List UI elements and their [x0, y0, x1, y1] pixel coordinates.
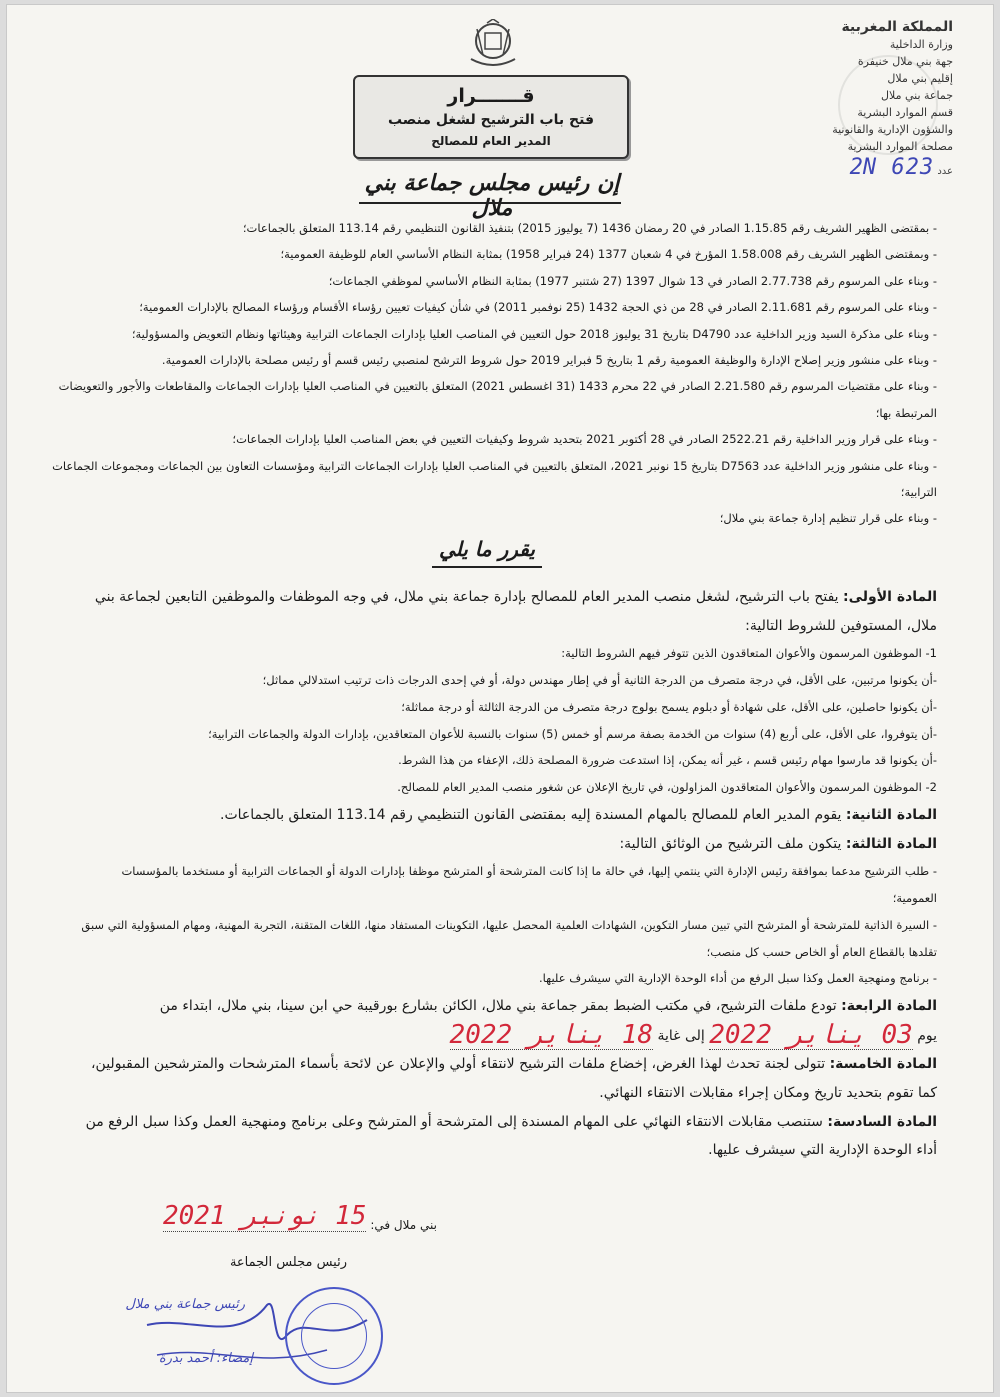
consideration-item: - وبناء على المرسوم رقم 2.11.681 الصادر في 28 من ذي الحجة 1432 (25 نوفمبر 2011) في شأن كيفيات تعيين رؤساء الأقسام ورؤساء المصالح بالإدارات العمومية؛ — [139, 300, 937, 315]
article-label: المادة الثانية: — [845, 806, 937, 823]
underline — [432, 566, 542, 568]
document-item: - السيرة الذاتية للمترشحة أو المترشح التي تبين مسار التكوين، الشهادات العلمية المحصل عليها، التكوينات المستفاد منها، اللغات المتقنة، التجربة المهنية، ومهام المسؤولية التي سبق تقلدها بالقطاع العام أو الخاص حسب كل منصب؛ — [81, 917, 937, 959]
issuer-line: إقليم بني ملال — [887, 72, 953, 85]
consideration-item: - وبناء على قرار وزير الداخلية رقم 2522.21 الصادر في 28 أكتوبر 2021 بتحديد شروط وكيفيات التعيين في بعض المناصب العليا بإدارات الجماعات؛ — [232, 432, 937, 447]
article-5 — [77, 1050, 937, 1107]
signing-place: بني ملال في: — [370, 1218, 437, 1232]
issuer-line: جماعة بني ملال — [881, 89, 953, 102]
consideration-item: - وبناء على منشور وزير إصلاح الإدارة والوظيفة العمومية رقم 1 بتاريخ 5 فبراير 2019 حول شروط الترشح لمنصبي رئيس قسم أو رئيس مصلحة بالإدارات العمومية. — [161, 353, 937, 368]
article-2 — [77, 801, 937, 830]
consideration-item: - وبناء على قرار تنظيم إدارة جماعة بني ملال؛ — [719, 511, 937, 526]
issuer-line: مصلحة الموارد البشرية — [847, 140, 953, 153]
article-text: يقوم المدير العام للمصالح بالمهام المسندة إليه بمقتضى القانون التنظيمي رقم 113.14 المتعلق بالجماعات. — [220, 806, 842, 823]
article-4-dates — [77, 1021, 937, 1051]
reference-number — [803, 155, 953, 180]
article-text: تتولى لجنة تحدث لهذا الغرض، إخضاع ملفات الترشيح لانتقاء أولي والإعلان عن لائحة بأسماء المترشحات والمترشحين المقبولين، كما تقوم بتحديد تاريخ ومكان إجراء مقابلات الانتقاء النهائي. — [91, 1056, 937, 1101]
royal-emblem-icon — [463, 19, 523, 69]
article-6 — [77, 1108, 937, 1165]
signer-role: رئيس مجلس الجماعة — [229, 1255, 347, 1270]
article-text: ستنصب مقابلات الانتقاء النهائي على المهام المسندة إلى المترشحة أو المترشح وعلى برنامج ومنهجية العمل وكذا سبل الرفع من أداء الوحدة الإدارية التي سيشرف عليها. — [85, 1113, 937, 1159]
issuer-line: قسم الموارد البشرية — [857, 106, 953, 119]
signer-title: رئيس جماعة بني ملال — [125, 1297, 245, 1312]
signing-date-line — [77, 1201, 437, 1232]
condition-item: -أن يكونوا حاصلين، على الأقل، على شهادة أو دبلوم يسمح بولوج درجة متصرف من الدرجة الثالثة أو درجة مماثلة؛ — [401, 699, 937, 714]
article-4 — [77, 992, 937, 1021]
end-date: 18 يناير 2022 — [449, 1019, 654, 1050]
kingdom-name: المملكة المغربية — [841, 19, 953, 35]
signer-name: إمضاء: أحمد بدرة — [158, 1351, 253, 1366]
consideration-item: - وبناء على مقتضيات المرسوم رقم 2.21.580 الصادر في 22 محرم 1433 (31 اغسطس 2021) المتعلق بالتعيين في المناصب العليا بإدارات الجماعات والمقاطعات والأجور والتعويضات المرتبطة بها؛ — [58, 379, 937, 420]
article-1 — [77, 583, 937, 640]
article-label: المادة الأولى: — [843, 589, 937, 605]
article-text: يتكون ملف الترشيح من الوثائق التالية: — [619, 835, 842, 852]
decides-heading: يقرر ما يلي — [439, 537, 535, 561]
article-label: المادة السادسة: — [827, 1113, 937, 1130]
document-item: - برنامج ومنهجية العمل وكذا سبل الرفع من أداء الوحدة الإدارية التي سيشرف عليها. — [538, 971, 937, 986]
number-value: 2N 623 — [849, 155, 935, 180]
article-label: المادة الثالثة: — [845, 835, 937, 852]
condition-item: -أن يكونوا مرتبين، على الأقل، في درجة متصرف من الدرجة الثانية أو في إطار مهندس دولة، أو في إحدى الدرجات ذات ترتيب استدلالي مماثل؛ — [262, 672, 937, 687]
official-seal — [285, 1287, 383, 1385]
decision-title-box — [353, 75, 629, 159]
article-3-documents — [77, 858, 937, 992]
document-page — [6, 4, 994, 1393]
day-label: يوم — [917, 1027, 937, 1044]
issuer-line: والشؤون الإدارية والقانونية — [832, 123, 953, 136]
condition-item: -أن يكونوا قد مارسوا مهام رئيس قسم ، غير أنه يمكن، إذا استدعت ضرورة المصلحة ذلك، الإعفاء من هذا الشرط. — [398, 753, 937, 768]
articles — [77, 583, 937, 1165]
signing-date: 15 نونبر 2021 — [162, 1201, 367, 1231]
title-decision: قـــــــرار — [447, 85, 535, 107]
title-subject: فتح باب الترشيح لشغل منصب — [387, 112, 594, 128]
article-3 — [77, 830, 937, 859]
article-label: المادة الخامسة: — [829, 1056, 937, 1073]
number-label: عدد — [937, 166, 953, 177]
considerations-list — [43, 215, 937, 532]
seal-inner-ring — [301, 1303, 367, 1369]
article-text: يفتح باب الترشيح، لشغل منصب المدير العام للمصالح بإدارة جماعة بني ملال، في وجه الموظفات والموظفين التابعين لجماعة بني ملال، المستوفين للشروط التالية: — [94, 589, 937, 634]
consideration-item: - وبناء على مذكرة السيد وزير الداخلية عدد D4790 بتاريخ 31 يوليوز 2018 حول التعيين في المناصب العليا بإدارات الجماعات الترابية وهيئاتها ونظام التعويض والمسؤولية؛ — [131, 326, 937, 341]
start-date: 03 يناير 2022 — [709, 1019, 913, 1050]
condition-item: -أن يتوفروا، على الأقل، على أربع (4) سنوات من الخدمة بصفة مرسم أو خمس (5) سنوات بالنسبة للأعوان المتعاقدين، بإدارات الدولة والجماعات الترابية؛ — [208, 726, 937, 741]
title-position: المدير العام للمصالح — [431, 134, 551, 148]
article-text: تودع ملفات الترشيح، في مكتب الضبط بمقر جماعة بني ملال، الكائن بشارع بورقيبة حي ابن سينا، بني ملال، ابتداء من — [159, 998, 837, 1015]
consideration-item: - وبناء على المرسوم رقم 2.77.738 الصادر في 13 شوال 1397 (27 شتنبر 1977) بمثابة النظام الأساسي لموظفي الجماعات؛ — [328, 273, 937, 288]
until-label: إلى غاية — [657, 1027, 705, 1044]
issuer-line: وزارة الداخلية — [889, 38, 953, 51]
issuing-authority: إن رئيس مجلس جماعة بني ملال — [364, 171, 620, 221]
article-label: المادة الرابعة: — [841, 998, 937, 1015]
consideration-item: - بمقتضى الظهير الشريف رقم 1.15.85 الصادر في 20 رمضان 1436 (7 يوليوز 2015) بتنفيذ القانون التنظيمي رقم 113.14 المتعلق بالجماعات؛ — [242, 221, 937, 235]
article-1-conditions — [77, 640, 937, 801]
issuer-line: جهة بني ملال خنيفرة — [857, 55, 953, 68]
underline — [359, 202, 621, 204]
document-item: - طلب الترشيح مدعما بموافقة رئيس الإدارة التي ينتمي إليها، في حالة ما إذا كانت المترشحة أو المترشح موظفا بإدارات الدولة أو الجماعات الترابية أو مستخدما بالمؤسسات العمومية؛ — [121, 864, 937, 905]
consideration-item: - وبناء على منشور وزير الداخلية عدد D7563 بتاريخ 15 نونبر 2021، المتعلق بالتعيين في المناصب العليا بإدارات الجماعات الترابية ومؤسسات التعاون بين الجماعات ومجموعات الجماعات الترابية؛ — [52, 458, 937, 500]
consideration-item: - وبمقتضى الظهير الشريف رقم 1.58.008 المؤرخ في 4 شعبان 1377 (24 فبراير 1958) بمثابة النظام الأساسي العام للوظيفة العمومية؛ — [280, 247, 937, 262]
issuer-header — [803, 19, 953, 180]
condition-item: 1- الموظفون المرسمون والأعوان المتعاقدون الذين تتوفر فيهم الشروط التالية: — [561, 646, 937, 661]
condition-item: 2- الموظفون المرسمون والأعوان المتعاقدون المزاولون، في تاريخ الإعلان عن شغور منصب المدير العام للمصالح. — [397, 780, 937, 795]
